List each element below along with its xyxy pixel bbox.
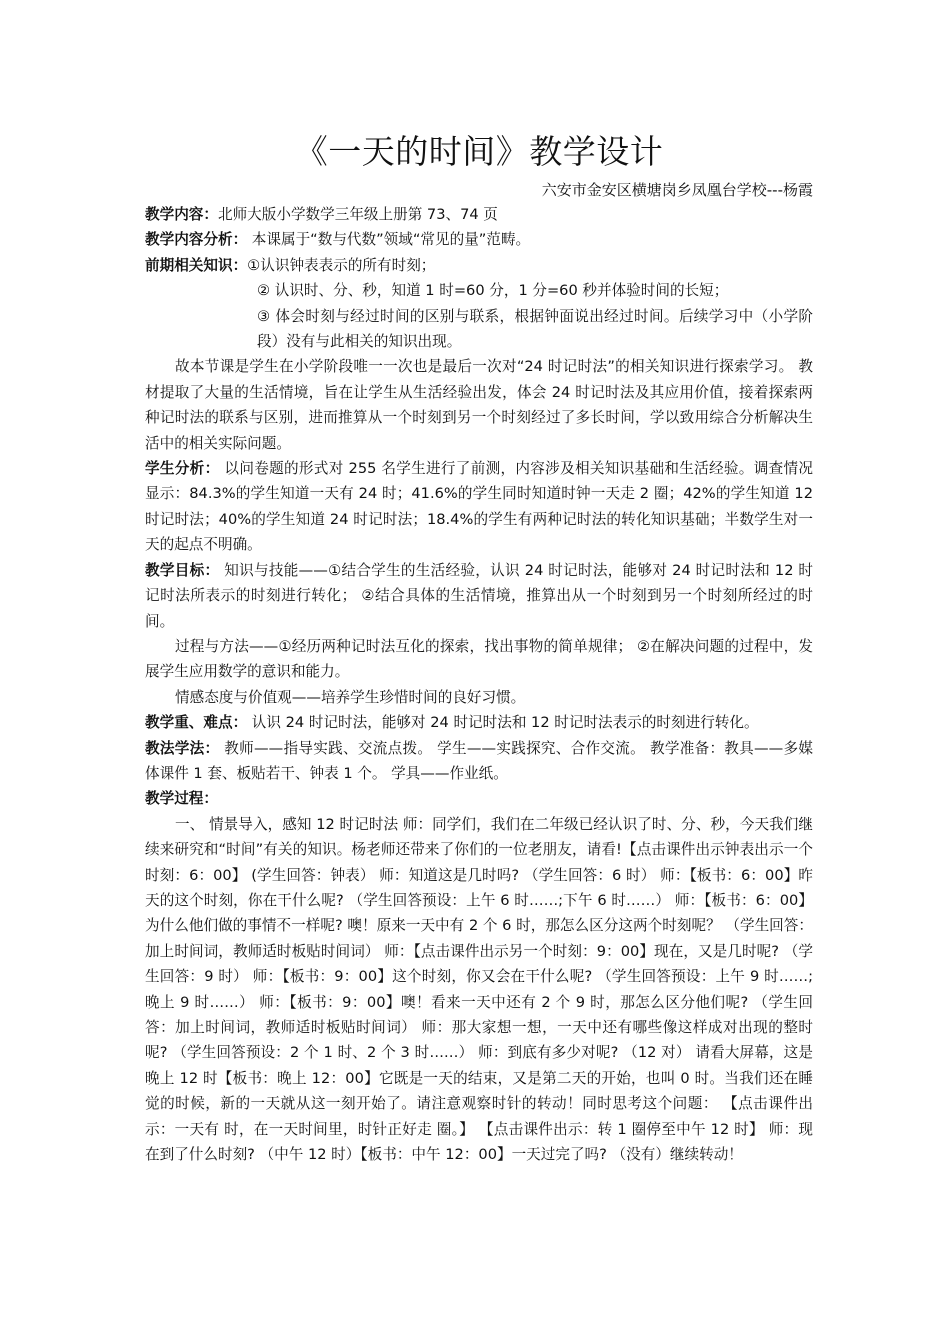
objectives-paragraph	[145, 558, 813, 634]
document-title: 《一天的时间》教学设计	[294, 132, 664, 171]
author-line: 六安市金安区横塘岗乡凤凰台学校---杨霞	[541, 181, 813, 199]
student-analysis-label: 学生分析：	[145, 460, 220, 478]
methods-label: 教法学法：	[145, 739, 220, 757]
prior-knowledge-item-1: ①认识钟表表示的所有时刻；	[247, 256, 436, 274]
prior-knowledge-item-3-wrapper	[145, 304, 813, 355]
content-analysis-label: 教学内容分析：	[145, 231, 248, 249]
prior-knowledge-item-3: ③ 体会时刻与经过时间的区别与联系，根据钟面说出经过时间。后续学习中（小学阶段）没有与此相关的知识出现。	[257, 307, 813, 351]
prior-knowledge-item-2: ② 认识时、分、秒，知道 1 时=60 分，1 分=60 秒并体验时间的长短；	[257, 282, 729, 300]
objectives-label: 教学目标：	[145, 561, 220, 579]
content-analysis-paragraph	[145, 227, 813, 252]
methods-text: 教师——指导实践、交流点拨。 学生——实践探究、合作交流。 教学准备：教具——多媒体课件 1 套、板贴若干、钟表 1 个。 学具——作业纸。	[145, 739, 813, 782]
content-analysis-text: 本课属于“数与代数”领域“常见的量”范畴。	[247, 231, 531, 249]
student-analysis-paragraph	[145, 456, 813, 558]
teaching-content-paragraph	[145, 202, 813, 227]
process-heading	[145, 786, 813, 811]
objectives-process: 过程与方法——①经历两种记时法互化的探索，找出事物的简单规律； ②在解决问题的过程中，发展学生应用数学的意识和能力。	[145, 637, 813, 681]
process-text: 一、 情景导入，感知 12 时记时法 师：同学们，我们在二年级已经认识了时、分、秒，今天我们继续来研究和“时间”有关的知识。杨老师还带来了你们的一位老朋友，请看!【点击课件出示钟表出示一个时刻：6：00】 (学生回答：钟表） 师：知道这是几时吗? （学生回答：6 时） 师：【板书：6：00】昨天的这个时刻，你在干什么呢? （学生回答预设：上午 6 时……;下午 6 时……） 师：【板书：6：00】为什么他们做的事情不一样呢? 噢！原来一天中有 2 个 6 时，那怎么区分这两个时刻呢？ （学生回答：加上时间词，教师适时板贴时间词） 师：【点击课件出示另一个时刻：9：00】现在，又是几时呢? （学生回答：9 时） 师：【板书：9：00】这个时刻，你又会在干什么呢? （学生回答预设：上午 9 时……;晚上 9 时……） 师：【板书：9：00】噢！看来一天中还有 2 个 9 时，那怎么区分他们呢? （学生回答：加上时间词，教师适时板贴时间词） 师：那大家想一想，一天中还有哪些像这样成对出现的整时呢? （学生回答预设：2 个 1 时、2 个 3 时……） 师：到底有多少对呢? （12 对） 请看大屏幕，这是晚上 12 时【板书：晚上 12：00】它既是一天的结束，又是第二天的开始，也叫 0 时。当我们还在睡觉的时候，新的一天就从这一刻开始了。请注意观察时针的转动！同时思考这个问题： 【点击课件出示：一天有 时，在一天时间里，时针正好走 圈。】 【点击课件出示：转 1 圈停至中午 12 时】 师：现在到了什么时刻? （中午 12 时）【板书：中午 12：00】一天过完了吗? （没有）继续转动！	[145, 815, 813, 1164]
prior-knowledge-label: 前期相关知识：	[145, 256, 248, 274]
key-points-label: 教学重、难点：	[145, 714, 248, 732]
objectives-knowledge: 知识与技能——①结合学生的生活经验，认识 24 时记时法，能够对 24 时记时法和 12 时记时法所表示的时刻进行转化； ②结合具体的生活情境，推算出从一个时刻到另一个时刻所经过的时间。	[145, 561, 813, 630]
prior-knowledge-paragraph	[145, 253, 813, 278]
methods-paragraph	[145, 736, 813, 787]
process-label: 教学过程：	[145, 790, 218, 808]
document-page	[145, 128, 813, 1167]
key-points-text: 认识 24 时记时法，能够对 24 时记时法和 12 时记时法表示的时刻进行转化。	[247, 714, 759, 732]
prior-knowledge-summary: 故本节课是学生在小学阶段唯一一次也是最后一次对“24 时记时法”的相关知识进行探索学习。 教材提取了大量的生活情境，旨在让学生从生活经验出发，体会 24 时记时法及其应用价值，接着探索两种记时法的联系与区别，进而推算从一个时刻到另一个时刻经过了多长时间，学以致用综合分析解决生活中的相关实际问题。	[145, 358, 813, 452]
key-points-paragraph	[145, 710, 813, 735]
teaching-content-label: 教学内容：	[145, 206, 218, 223]
objectives-attitude: 情感态度与价值观——培养学生珍惜时间的良好习惯。	[175, 688, 526, 706]
student-analysis-text: 以问卷题的形式对 255 名学生进行了前测，内容涉及相关知识基础和生活经验。调查情况显示：84.3%的学生知道一天有 24 时；41.6%的学生同时知道时钟一天走 2 圈；42%的学生知道 12 时记时法；40%的学生知道 24 时记时法；18.4%的学生有两种记时法的转化知识基础；半数学生对一天的起点不明确。	[145, 460, 813, 554]
teaching-content-text: 北师大版小学数学三年级上册第 73、74 页	[217, 206, 498, 223]
